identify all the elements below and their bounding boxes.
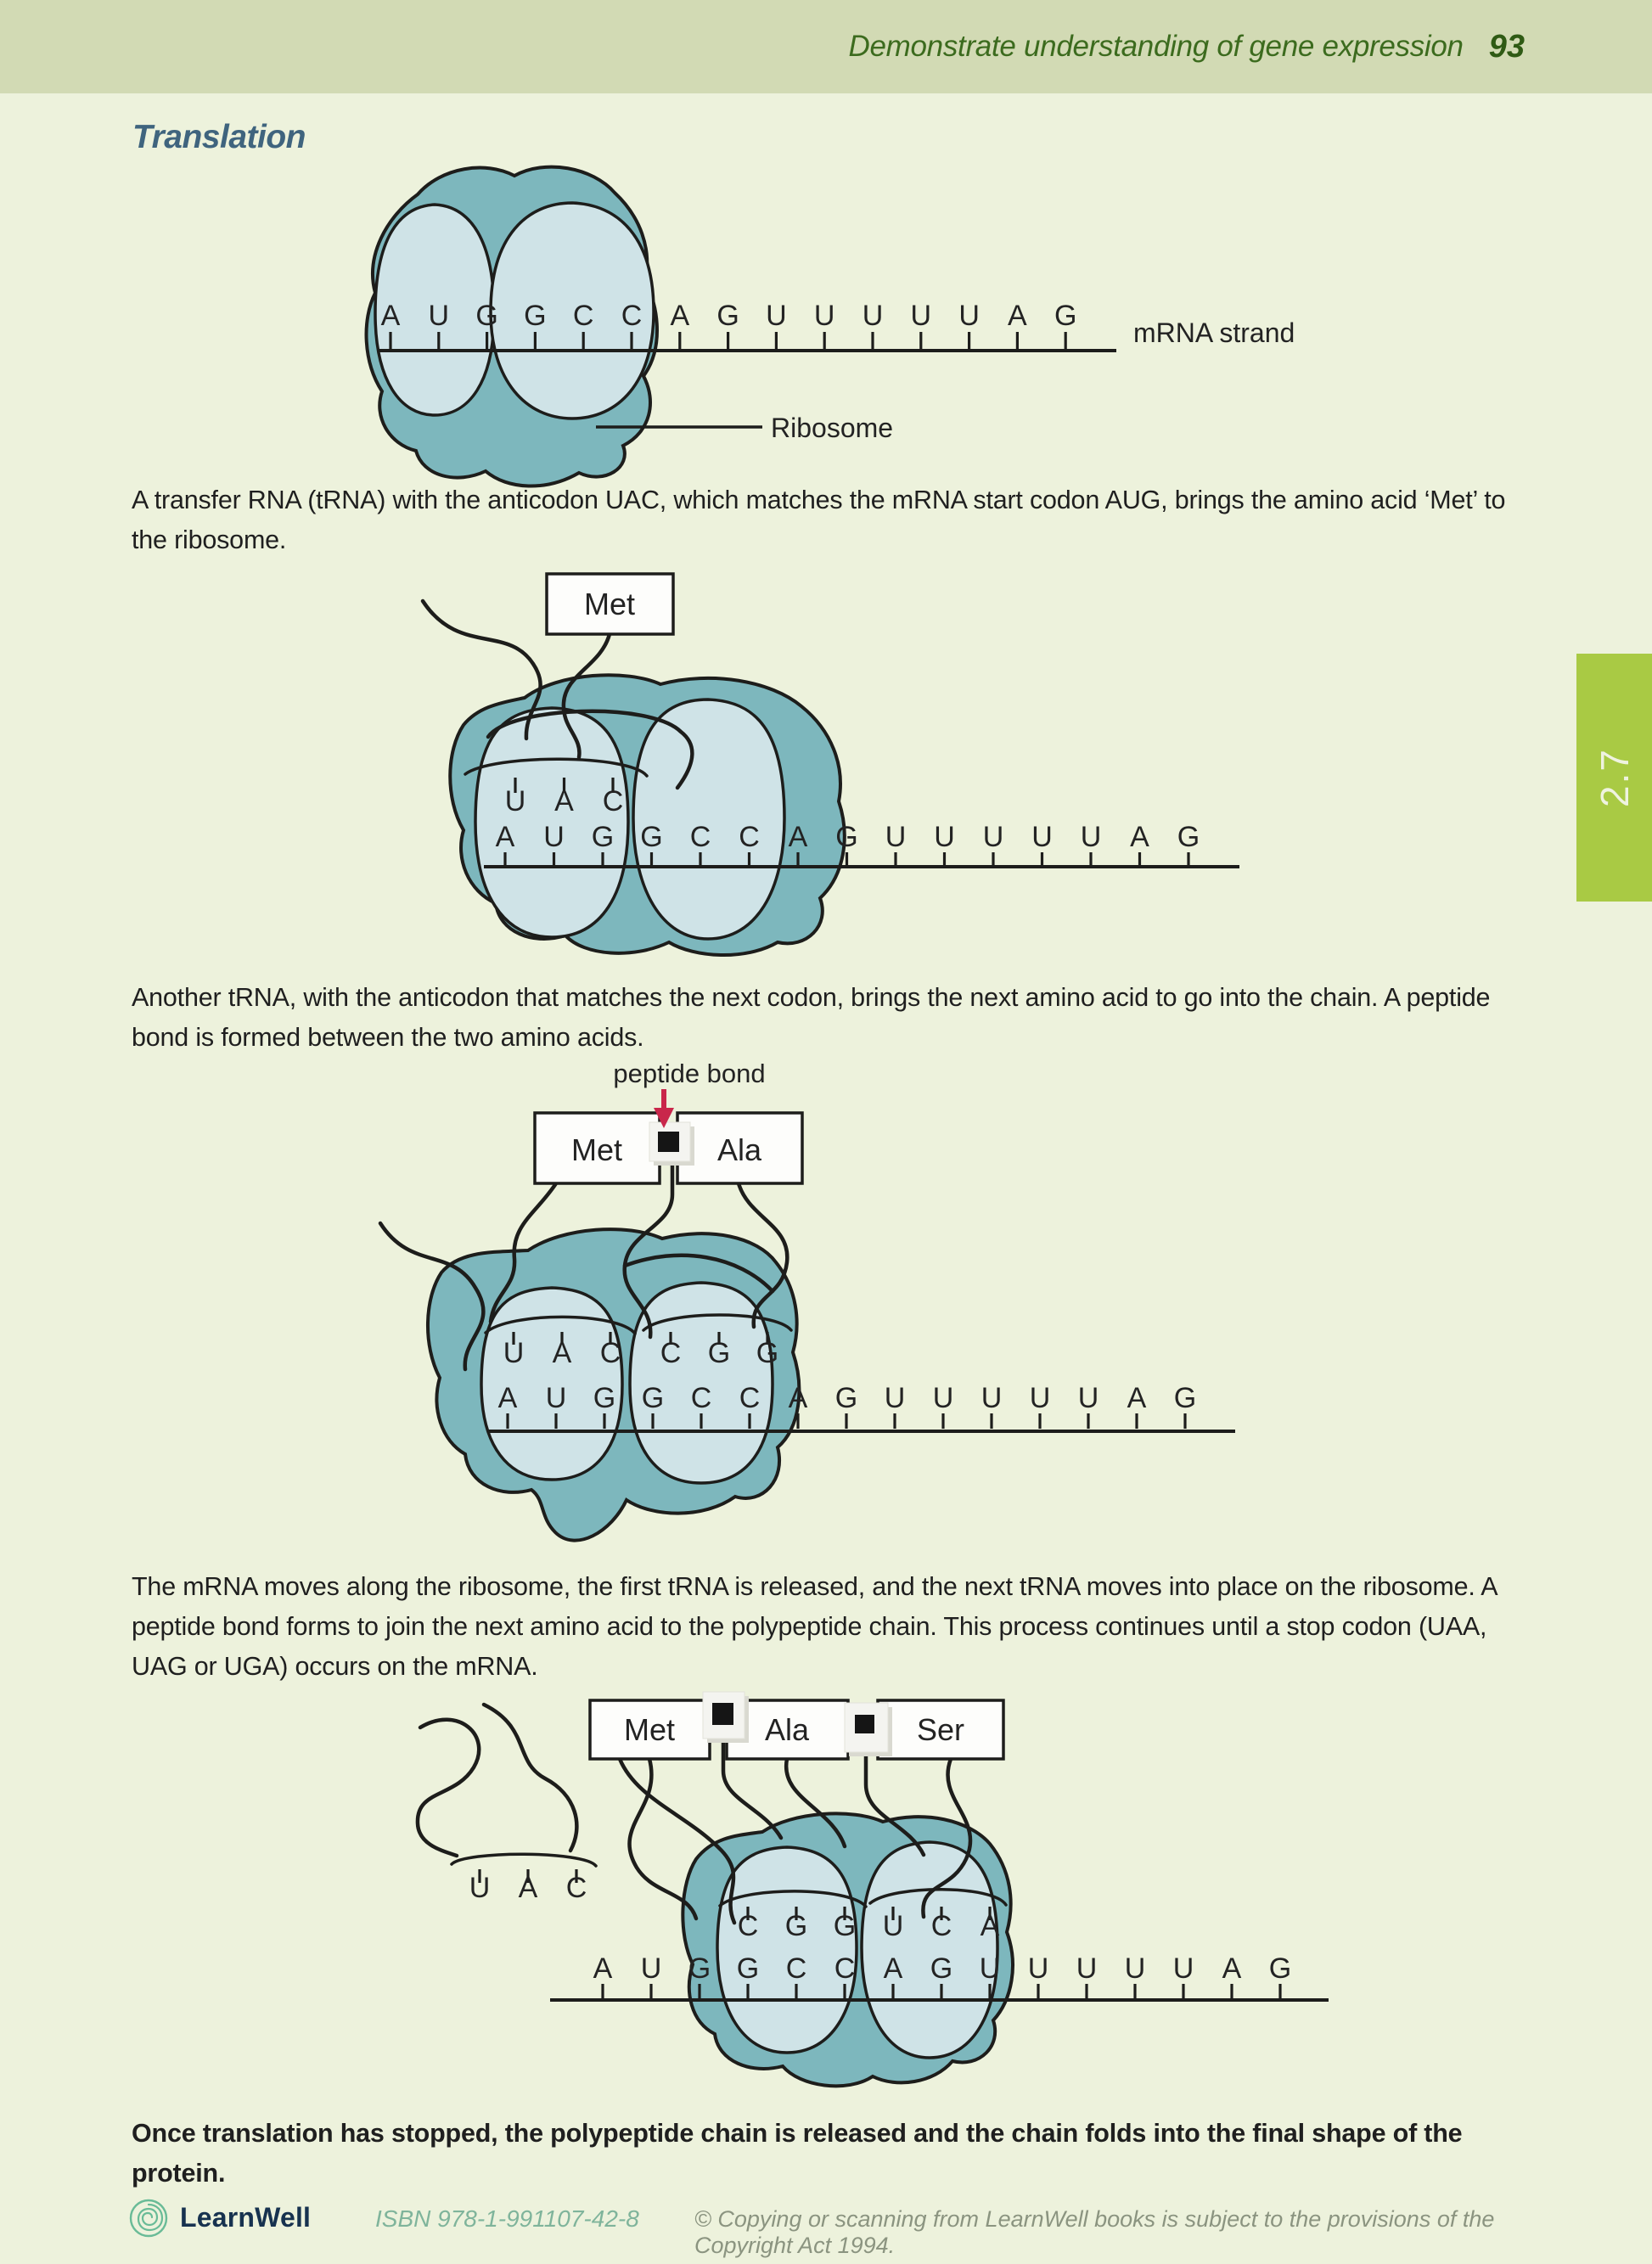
base-letter: G (756, 1337, 779, 1369)
base-letter: U (1077, 1382, 1099, 1414)
paragraph-trna-intro: A transfer RNA (tRNA) with the anticodon UAC, which matches the mRNA start codon AUG, brings the amino acid ‘Met’ to the ribosome. (132, 486, 1506, 554)
copyright-notice: © Copying or scanning from LearnWell books is subject to the provisions of the Copyright Act 1994. (694, 2206, 1495, 2258)
base-letter: U (958, 300, 980, 332)
base-letter: C (834, 1952, 856, 1985)
base-letter: G (1177, 821, 1200, 853)
base-letter: U (469, 1872, 491, 1904)
base-letter: A (1008, 300, 1027, 332)
base-letter: U (1124, 1952, 1146, 1985)
base-letter: U (982, 821, 1004, 853)
anticodon-cgg (738, 1907, 857, 1942)
base-letter: U (813, 300, 835, 332)
base-letter: U (934, 821, 955, 853)
base-letter: G (736, 1952, 760, 1985)
chapter-tab-label: 2.7 (1592, 748, 1637, 807)
base-letter: U (1080, 821, 1102, 853)
base-letter: C (572, 300, 594, 332)
released-anticodon-uac (469, 1869, 587, 1904)
base-letter: U (882, 1910, 904, 1942)
ribosome-lobe-right (633, 699, 784, 939)
base-letter: A (670, 300, 690, 332)
footer (127, 2195, 1571, 2258)
base-letter: A (380, 300, 401, 332)
base-letter: G (835, 821, 858, 853)
base-letter: C (690, 1382, 712, 1414)
base-letter: A (788, 821, 808, 853)
amino-acid-label-met: Met (623, 1712, 676, 1747)
base-letter: A (552, 1337, 572, 1369)
base-letter: A (980, 1910, 1000, 1942)
base-letter: U (640, 1952, 662, 1985)
base-letter: A (593, 1952, 613, 1985)
diagram-first-trna (407, 560, 1324, 976)
base-letter: U (932, 1382, 954, 1414)
base-letter: U (862, 300, 884, 332)
diagram-peptide-bond (374, 1057, 1324, 1566)
base-letter: U (428, 300, 450, 332)
base-letter: A (1127, 1382, 1147, 1414)
base-letter: C (930, 1910, 952, 1942)
base-letter: A (1222, 1952, 1242, 1985)
base-letter: A (495, 821, 515, 853)
base-letter: C (689, 821, 711, 853)
base-letter: C (599, 1337, 621, 1369)
base-letter: C (565, 1872, 587, 1904)
amino-acid-label-ala: Ala (764, 1712, 810, 1747)
paragraph-second-trna: Another tRNA, with the anticodon that matches the next codon, brings the next amino acid to go into the chain. A peptide bond is formed between the two amino acids. (132, 983, 1491, 1052)
base-letter: G (640, 821, 663, 853)
base-letter: G (524, 300, 547, 332)
base-letter: A (518, 1872, 538, 1904)
base-letter: G (716, 300, 739, 332)
ribosome-label: Ribosome (771, 413, 894, 443)
base-letter: C (739, 1382, 761, 1414)
base-letter: C (602, 785, 624, 817)
base-letter: A (788, 1382, 808, 1414)
base-letter: G (833, 1910, 857, 1942)
learnwell-logo-icon (127, 2197, 170, 2239)
base-letter: U (504, 785, 526, 817)
brand-name: LearnWell (180, 2202, 312, 2233)
base-letter: U (766, 300, 787, 332)
chapter-title: Demonstrate understanding of gene expression (848, 30, 1464, 63)
base-letter: U (979, 1952, 1001, 1985)
base-letter: G (475, 300, 498, 332)
base-letter: U (1031, 821, 1053, 853)
base-letter: G (784, 1910, 808, 1942)
base-letter: U (910, 300, 932, 332)
base-letter: U (884, 1382, 906, 1414)
peptide-bond-square (658, 1132, 679, 1152)
amino-acid-label-ala: Ala (716, 1132, 762, 1167)
base-letter: G (1173, 1382, 1197, 1414)
base-letter: U (545, 1382, 567, 1414)
base-letter: U (1076, 1952, 1098, 1985)
chapter-tab (1576, 654, 1652, 902)
released-trna-strand (484, 1705, 576, 1851)
ribosome-lobe-right (862, 1842, 997, 2058)
base-letter: U (1172, 1952, 1194, 1985)
base-letter: U (1027, 1952, 1049, 1985)
base-letter: U (1029, 1382, 1051, 1414)
page-number: 93 (1488, 28, 1525, 65)
amino-acid-label-met: Met (570, 1132, 623, 1167)
base-letter: G (930, 1952, 953, 1985)
base-letter: G (591, 821, 615, 853)
peptide-bond-square (712, 1703, 733, 1725)
anticodon-uca (883, 1907, 1000, 1942)
base-letter: G (1268, 1952, 1292, 1985)
base-letter: C (739, 821, 760, 853)
diagram-elongation (357, 1689, 1418, 2114)
base-letter: C (660, 1337, 682, 1369)
base-letter: U (503, 1337, 525, 1369)
paragraph-conclusion: Once translation has stopped, the polypeptide chain is released and the chain folds into the final shape of the protein. (132, 2119, 1463, 2188)
base-letter: G (641, 1382, 665, 1414)
peptide-bond-square (855, 1715, 874, 1733)
released-trna-anticodon-loop (452, 1854, 596, 1866)
base-letter: G (688, 1952, 711, 1985)
peptide-bond-label: peptide bond (613, 1059, 766, 1088)
section-heading: Translation (132, 119, 306, 155)
base-letter: G (707, 1337, 731, 1369)
ribosome-lobe-left (717, 1847, 857, 2053)
base-letter: A (554, 785, 574, 817)
diagram-ribosome-mrna (340, 157, 1341, 497)
base-letter: U (543, 821, 565, 853)
amino-acid-label-met: Met (583, 587, 636, 621)
base-letter: C (621, 300, 643, 332)
base-letter: G (834, 1382, 858, 1414)
base-letter: A (1130, 821, 1149, 853)
released-trna-strand (418, 1720, 479, 1856)
base-letter: U (885, 821, 907, 853)
amino-acid-label-ser: Ser (916, 1712, 965, 1747)
paragraph-mrna-moves: The mRNA moves along the ribosome, the first tRNA is released, and the next tRNA moves into place on the ribosome. A peptide bond forms to join the next amino acid to the polypeptide chain. This process continues until a stop codon (UAA, UAG or UGA) occurs on the mRNA. (132, 1572, 1497, 1681)
page-header (0, 0, 1652, 93)
isbn-text: ISBN 978-1-991107-42-8 (375, 2205, 639, 2232)
base-letter: C (785, 1952, 807, 1985)
anticodon-uac (503, 1332, 621, 1369)
base-letter: G (593, 1382, 616, 1414)
base-letter: A (497, 1382, 518, 1414)
base-letter: A (883, 1952, 903, 1985)
anticodon-cgg (660, 1332, 779, 1369)
mrna-strand-label: mRNA strand (1133, 317, 1295, 348)
base-letter: G (1054, 300, 1077, 332)
base-letter: C (737, 1910, 759, 1942)
base-letter: U (981, 1382, 1003, 1414)
